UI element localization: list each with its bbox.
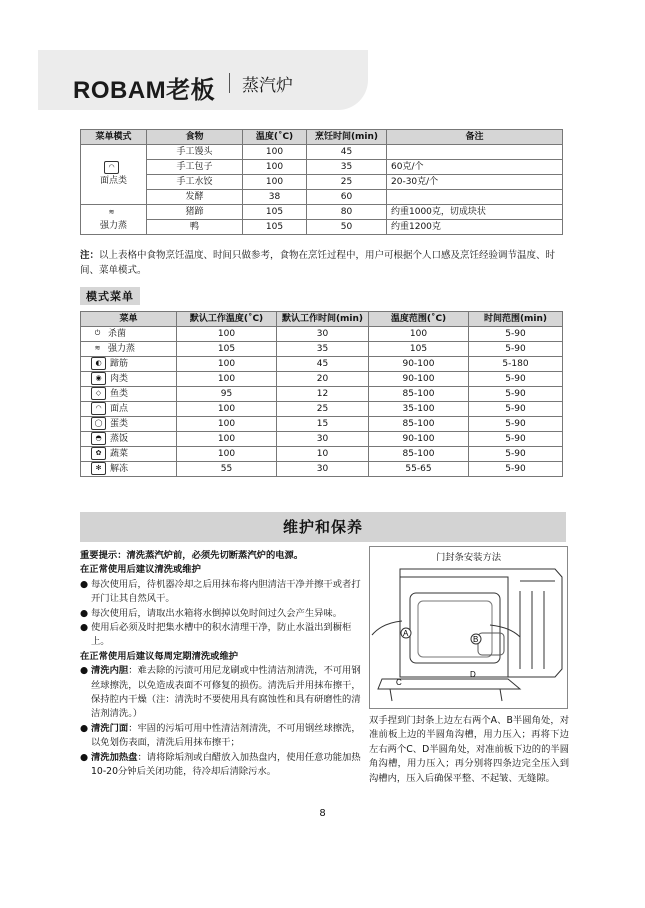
sterilize-icon: ⏻ xyxy=(94,329,101,337)
mode-name: 蔬菜 xyxy=(110,449,129,459)
figure-title: 门封条安装方法 xyxy=(435,552,502,563)
mode-name-cell xyxy=(81,372,177,387)
time-cell: 80 xyxy=(307,205,387,220)
strong-steam-icon: ≋ xyxy=(94,344,101,352)
mode-label: 面点类 xyxy=(99,176,127,186)
note-cell: 20-30克/个 xyxy=(387,175,563,190)
time-cell: 25 xyxy=(307,175,387,190)
food-cell: 鸭 xyxy=(147,220,243,235)
time-range-cell: 5-90 xyxy=(469,342,563,357)
temp-range-cell: 55-65 xyxy=(369,462,469,477)
table-row xyxy=(81,462,563,477)
temp-range-cell: 35-100 xyxy=(369,402,469,417)
bun-icon: ◠ xyxy=(91,402,106,415)
time-cell: 20 xyxy=(277,372,369,387)
th-note: 备注 xyxy=(387,130,563,145)
table-row xyxy=(81,402,563,417)
egg-icon: ◯ xyxy=(91,417,106,430)
mode-name: 蹄筋 xyxy=(110,359,129,369)
list-item: ● 使用后必须及时把集水槽中的积水清理干净，防止水溢出到橱柜上。 xyxy=(80,621,362,650)
th-food: 食物 xyxy=(147,130,243,145)
periodic-text: ：难去除的污渍可用尼龙刷或中性清洁剂清洗，不可用钢丝球擦洗，以免造成表面不可修复的损伤。清洗后并用抹布擦干，保持腔内干燥（注：清洗时不要使用具有腐蚀性和具有研磨性的清洁剂清洗。） xyxy=(91,665,361,720)
periodic-heading: 在正常使用后建议每周定期清洗或维护 xyxy=(80,650,239,662)
periodic-label: 清洗门面 xyxy=(91,722,129,734)
temp-cell: 100 xyxy=(177,432,277,447)
table-row xyxy=(81,220,563,235)
th-temp: 温度(˚C) xyxy=(243,130,307,145)
time-cell: 30 xyxy=(277,462,369,477)
th-default-temp: 默认工作温度(˚C) xyxy=(177,312,277,327)
temp-cell: 100 xyxy=(177,372,277,387)
mode-name: 蛋类 xyxy=(110,419,129,429)
temp-cell: 100 xyxy=(243,145,307,160)
periodic-label: 清洗加热盘 xyxy=(91,751,138,763)
mode-name: 鱼类 xyxy=(110,389,129,399)
mode-menu-title: 模式菜单 xyxy=(80,287,140,305)
table-row xyxy=(81,432,563,447)
mode-name-cell xyxy=(81,447,177,462)
food-cell: 手工馒头 xyxy=(147,145,243,160)
note-text: 以上表格中食物烹饪温度、时间只做参考，食物在烹饪过程中，用户可根据个人口感及烹饪经验调节温度、时间、菜单模式。 xyxy=(80,250,556,276)
routine-item: 每次使用后，待机器冷却之后用抹布将内胆清洁干净并擦干或者打开门让其自然风干。 xyxy=(91,578,361,605)
list-item: ● 清洗门面：牢固的污垢可用中性清洁剂清洗，不可用钢丝球擦洗，以免划伤表面，清洗后用抹布擦干； xyxy=(80,722,361,749)
mode-name-cell xyxy=(81,462,177,477)
temp-cell: 100 xyxy=(177,402,277,417)
vegetable-icon: ✿ xyxy=(91,447,106,460)
food-cell: 手工包子 xyxy=(147,160,243,175)
time-cell: 10 xyxy=(277,447,369,462)
time-range-cell: 5-90 xyxy=(469,462,563,477)
time-cell: 30 xyxy=(277,432,369,447)
time-range-cell: 5-90 xyxy=(469,387,563,402)
label-b: B xyxy=(473,635,479,644)
table-header-row xyxy=(81,312,563,327)
mode-name-cell xyxy=(81,327,177,342)
mode-name: 强力蒸 xyxy=(108,344,136,354)
temp-range-cell: 85-100 xyxy=(369,417,469,432)
list-item: ● 清洗加热盘：请将除垢剂或白醋放入加热盘内，使用任意功能加热10-20分钟后关闭功能，待冷却后清除污水。 xyxy=(80,751,361,778)
temp-cell: 100 xyxy=(243,175,307,190)
table-row xyxy=(81,190,563,205)
time-cell: 50 xyxy=(307,220,387,235)
temp-cell: 100 xyxy=(243,160,307,175)
mode-name: 肉类 xyxy=(110,374,129,384)
routine-item: 使用后必须及时把集水槽中的积水清理干净，防止水溢出到橱柜上。 xyxy=(91,622,352,648)
temp-cell: 100 xyxy=(177,327,277,342)
temp-cell: 100 xyxy=(177,417,277,432)
table-row xyxy=(81,160,563,175)
th-default-time: 默认工作时间(min) xyxy=(277,312,369,327)
time-cell: 15 xyxy=(277,417,369,432)
note-cell: 约重1200克 xyxy=(387,220,563,235)
table-row xyxy=(81,327,563,342)
rice-icon: ◓ xyxy=(91,432,106,445)
time-range-cell: 5-90 xyxy=(469,432,563,447)
figure-description: 双手捏到门封条上边左右两个A、B半圆角处，对准前板上边的半圆角沟槽，用力压入；再将下边左右两个C、D半圆角处，对准前板下边的的半圆角沟槽，用力压入；再分别将四条边完全压入到沟槽内，压入后确保平整、不起皱、无缝隙。 xyxy=(369,715,569,784)
table-row xyxy=(81,387,563,402)
th-menu: 菜单 xyxy=(81,312,177,327)
time-range-cell: 5-90 xyxy=(469,447,563,462)
important-notice: 重要提示：清洗蒸汽炉前，必须先切断蒸汽炉的电源。 xyxy=(80,550,304,561)
periodic-label: 清洗内胆 xyxy=(91,665,129,677)
list-item: ● 每次使用后，请取出水箱将水倒掉以免时间过久会产生异味。 xyxy=(80,607,362,621)
temp-cell: 55 xyxy=(177,462,277,477)
table-row xyxy=(81,175,563,190)
time-range-cell: 5-180 xyxy=(469,357,563,372)
temp-cell: 100 xyxy=(177,447,277,462)
table-row xyxy=(81,357,563,372)
temp-range-cell: 90-100 xyxy=(369,357,469,372)
fish-icon: ◇ xyxy=(91,387,106,400)
time-cell: 35 xyxy=(307,160,387,175)
cooking-note xyxy=(80,248,568,278)
note-label: 注： xyxy=(80,250,100,261)
temp-cell: 105 xyxy=(243,205,307,220)
temp-cell: 105 xyxy=(177,342,277,357)
bun-icon: ◠ xyxy=(104,161,119,174)
mode-name: 蒸饭 xyxy=(110,434,129,444)
time-range-cell: 5-90 xyxy=(469,417,563,432)
trotter-icon: ◐ xyxy=(91,357,106,370)
time-cell: 45 xyxy=(307,145,387,160)
maintenance-text xyxy=(80,549,362,780)
temp-range-cell: 90-100 xyxy=(369,432,469,447)
label-d: D xyxy=(470,670,476,679)
table-row xyxy=(81,447,563,462)
mode-name-cell xyxy=(81,342,177,357)
th-mode: 菜单模式 xyxy=(81,130,147,145)
list-item: ● 每次使用后，待机器冷却之后用抹布将内胆清洁干净并擦干或者打开门让其自然风干。 xyxy=(80,578,362,607)
mode-table xyxy=(80,311,563,477)
temp-cell: 105 xyxy=(243,220,307,235)
time-cell: 12 xyxy=(277,387,369,402)
th-time-range: 时间范围(min) xyxy=(469,312,563,327)
mode-label: 强力蒸 xyxy=(99,220,127,231)
temp-range-cell: 100 xyxy=(369,327,469,342)
note-cell xyxy=(387,190,563,205)
door-seal-figure xyxy=(369,546,568,709)
brand-logo: ROBAM老板 xyxy=(73,77,216,104)
routine-item: 每次使用后，请取出水箱将水倒掉以免时间过久会产生异味。 xyxy=(91,607,343,619)
mode-name: 解冻 xyxy=(110,464,129,474)
table-row xyxy=(81,145,563,160)
food-cell: 发酵 xyxy=(147,190,243,205)
mode-cell-strong-steam xyxy=(81,205,147,235)
mode-name-cell xyxy=(81,432,177,447)
strong-steam-icon: ≋ xyxy=(108,207,115,216)
food-cell: 手工水饺 xyxy=(147,175,243,190)
label-c: C xyxy=(396,678,402,687)
table-row xyxy=(81,372,563,387)
th-time: 烹饪时间(min) xyxy=(307,130,387,145)
temp-cell: 95 xyxy=(177,387,277,402)
temp-range-cell: 105 xyxy=(369,342,469,357)
temp-cell: 38 xyxy=(243,190,307,205)
routine-heading: 在正常使用后建议清洗或维护 xyxy=(80,564,201,576)
product-name: 蒸汽炉 xyxy=(242,76,293,96)
mode-name: 杀菌 xyxy=(108,329,127,339)
label-a: A xyxy=(403,629,409,638)
temp-range-cell: 85-100 xyxy=(369,447,469,462)
cooking-table xyxy=(80,129,563,235)
table-header-row xyxy=(81,130,563,145)
mode-name-cell xyxy=(81,357,177,372)
th-temp-range: 温度范围(˚C) xyxy=(369,312,469,327)
note-cell xyxy=(387,145,563,160)
brand-separator xyxy=(229,73,230,93)
note-cell: 约重1000克，切成块状 xyxy=(387,205,563,220)
mode-name-cell xyxy=(81,402,177,417)
table-row xyxy=(81,205,563,220)
periodic-text: ：请将除垢剂或白醋放入加热盘内，使用任意功能加热10-20分钟后关闭功能，待冷却后清除污水。 xyxy=(91,751,361,778)
time-cell: 45 xyxy=(277,357,369,372)
mode-cell-bun xyxy=(81,145,147,205)
mode-name-cell xyxy=(81,417,177,432)
periodic-text: ：牢固的污垢可用中性清洁剂清洗，不可用钢丝球擦洗，以免划伤表面，清洗后用抹布擦干； xyxy=(91,722,361,749)
table-row xyxy=(81,342,563,357)
mode-name-cell xyxy=(81,387,177,402)
temp-range-cell: 90-100 xyxy=(369,372,469,387)
time-cell: 35 xyxy=(277,342,369,357)
table-row xyxy=(81,417,563,432)
temp-cell: 100 xyxy=(177,357,277,372)
time-cell: 30 xyxy=(277,327,369,342)
time-range-cell: 5-90 xyxy=(469,372,563,387)
food-cell: 猪蹄 xyxy=(147,205,243,220)
time-cell: 60 xyxy=(307,190,387,205)
time-range-cell: 5-90 xyxy=(469,402,563,417)
page-number: 8 xyxy=(319,808,326,819)
defrost-icon: ✻ xyxy=(91,462,106,475)
time-range-cell: 5-90 xyxy=(469,327,563,342)
mode-name: 面点 xyxy=(110,404,129,414)
maintenance-title: 维护和保养 xyxy=(80,512,566,542)
oven-illustration xyxy=(370,547,567,708)
list-item: ● 清洗内胆：难去除的污渍可用尼龙刷或中性清洁剂清洗，不可用钢丝球擦洗，以免造成表面不可修复的损伤。清洗后并用抹布擦干，保持腔内干燥（注：清洗时不要使用具有腐蚀性和具有研磨性的清洁剂清洗。） xyxy=(80,665,361,720)
time-cell: 25 xyxy=(277,402,369,417)
note-cell: 60克/个 xyxy=(387,160,563,175)
temp-range-cell: 85-100 xyxy=(369,387,469,402)
meat-icon: ◉ xyxy=(91,372,106,385)
